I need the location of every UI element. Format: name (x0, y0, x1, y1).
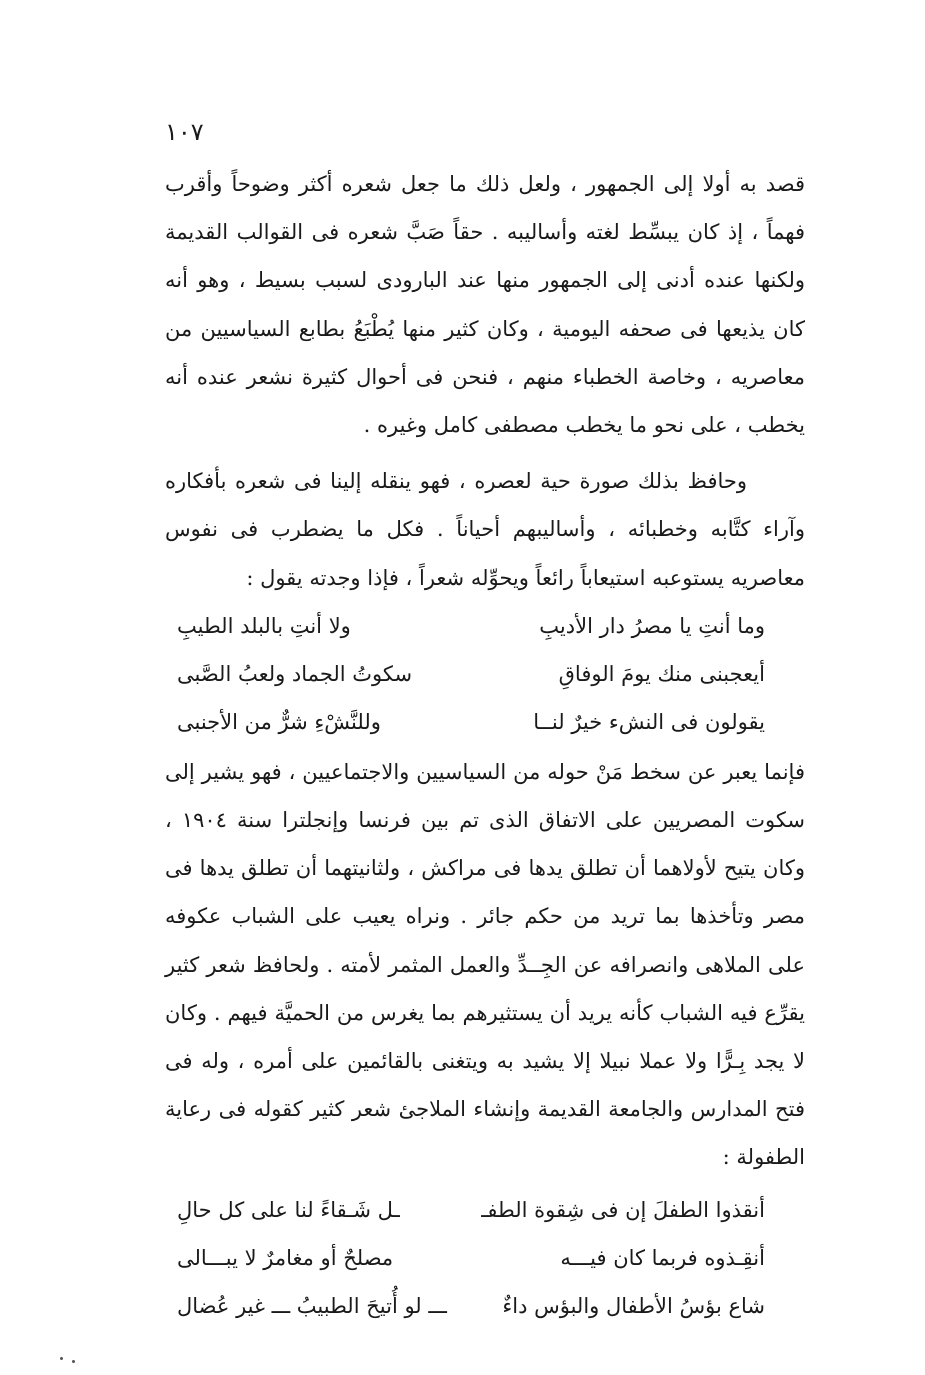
verse-second-hemistich: ـل شَـقاءً لنا على كل حالِ (177, 1197, 400, 1222)
verse-line (165, 698, 765, 746)
verse-second-hemistich: ـــ لو أُتيحَ الطبيبُ ـــ غير عُضال (177, 1293, 447, 1318)
page-number: ١٠٧ (165, 118, 204, 146)
verse-first-hemistich: شاع بؤسُ الأطفال والبؤس داءٌ (502, 1293, 765, 1318)
paragraph-2: وحافظ بذلك صورة حية لعصره ، فهو ينقله إلينا فى شعره بأفكاره وآراء كتَّابه وخطبائه ، وأساليبهم أحياناً . فكل ما يضطرب فى نفوس معاصريه يستوعبه استيعاباً رائعاً ويحوِّله شعراً ، فإذا وجدته يقول : (165, 469, 805, 590)
scan-speck (72, 1360, 75, 1363)
verse-second-hemistich: سكوتُ الجماد ولعبُ الصَّبى (177, 661, 413, 686)
verse-first-hemistich: أنقذوا الطفلَ إن فى شِقوة الطفـ (481, 1197, 765, 1222)
verse-first-hemistich: أنقِـذوه فربما كان فيـــه (560, 1245, 765, 1270)
verse-line (165, 650, 765, 698)
verse-second-hemistich: وللنَّشْءِ شرٌّ من الأجنبى (177, 709, 381, 734)
paragraph-1: قصد به أولا إلى الجمهور ، ولعل ذلك ما جعل شعره أكثر وضوحاً وأقرب فهماً ، إذ كان يبسِّط لغته وأساليبه . حقاً صَبَّ شعره فى القوالب القديمة ولكنها عنده أدنى إلى الجمهور منها عند البارودى لسبب بسيط ، وهو أنه كان يذيعها فى صحفه اليومية ، وكان كثير منها يُطْبَعُ بطابع السياسيين من معاصريه ، وخاصة الخطباء منهم ، فنحن فى أحوال كثيرة نشعر عنده أنه يخطب ، على نحو ما يخطب مصطفى كامل وغيره . (165, 172, 805, 438)
poem-2 (165, 1186, 765, 1330)
verse-line (165, 1186, 765, 1234)
verse-line (165, 1234, 765, 1282)
paragraph-3: فإنما يعبر عن سخط مَنْ حوله من السياسيين والاجتماعيين ، فهو يشير إلى سكوت المصريين على الاتفاق الذى تم بين فرنسا وإنجلترا سنة ١٩٠٤ ، وكان يتيح لأولاهما أن تطلق يدها فى مراكش ، ولثانيتهما أن تطلق يدها فى مصر وتأخذها بما تريد من حكم جائر . ونراه يعيب على الشباب عكوفه على الملاهى وانصرافه عن الجِــدِّ والعمل المثمر لأمته . ولحافظ شعر كثير يقرِّع فيه الشباب كأنه يريد أن يستثيرهم بما يغرس من الحميَّة فيهم . وكان لا يجد بِـرًّا ولا عملا نبيلا إلا يشيد به ويتغنى بالقائمين على أمره ، وله فى فتح المدارس والجامعة القديمة وإنشاء الملاجئ شعر كثير كقوله فى رعاية الطفولة : (165, 759, 806, 1170)
verse-second-hemistich: مصلحٌ أو مغامرٌ لا يبـــالى (177, 1245, 394, 1270)
verse-line (165, 602, 765, 650)
verse-first-hemistich: أيعجبنى منك يومَ الوفاقِ (558, 661, 765, 686)
scan-speck (60, 1357, 63, 1360)
verse-line (165, 1282, 765, 1330)
verse-first-hemistich: يقولون فى النشء خيرٌ لنــا (533, 709, 765, 734)
verse-first-hemistich: وما أنتِ يا مصرُ دار الأديبِ (539, 613, 765, 638)
verse-second-hemistich: ولا أنتِ بالبلد الطيبِ (177, 613, 351, 638)
poem-1 (165, 602, 765, 746)
book-page (165, 108, 806, 1318)
